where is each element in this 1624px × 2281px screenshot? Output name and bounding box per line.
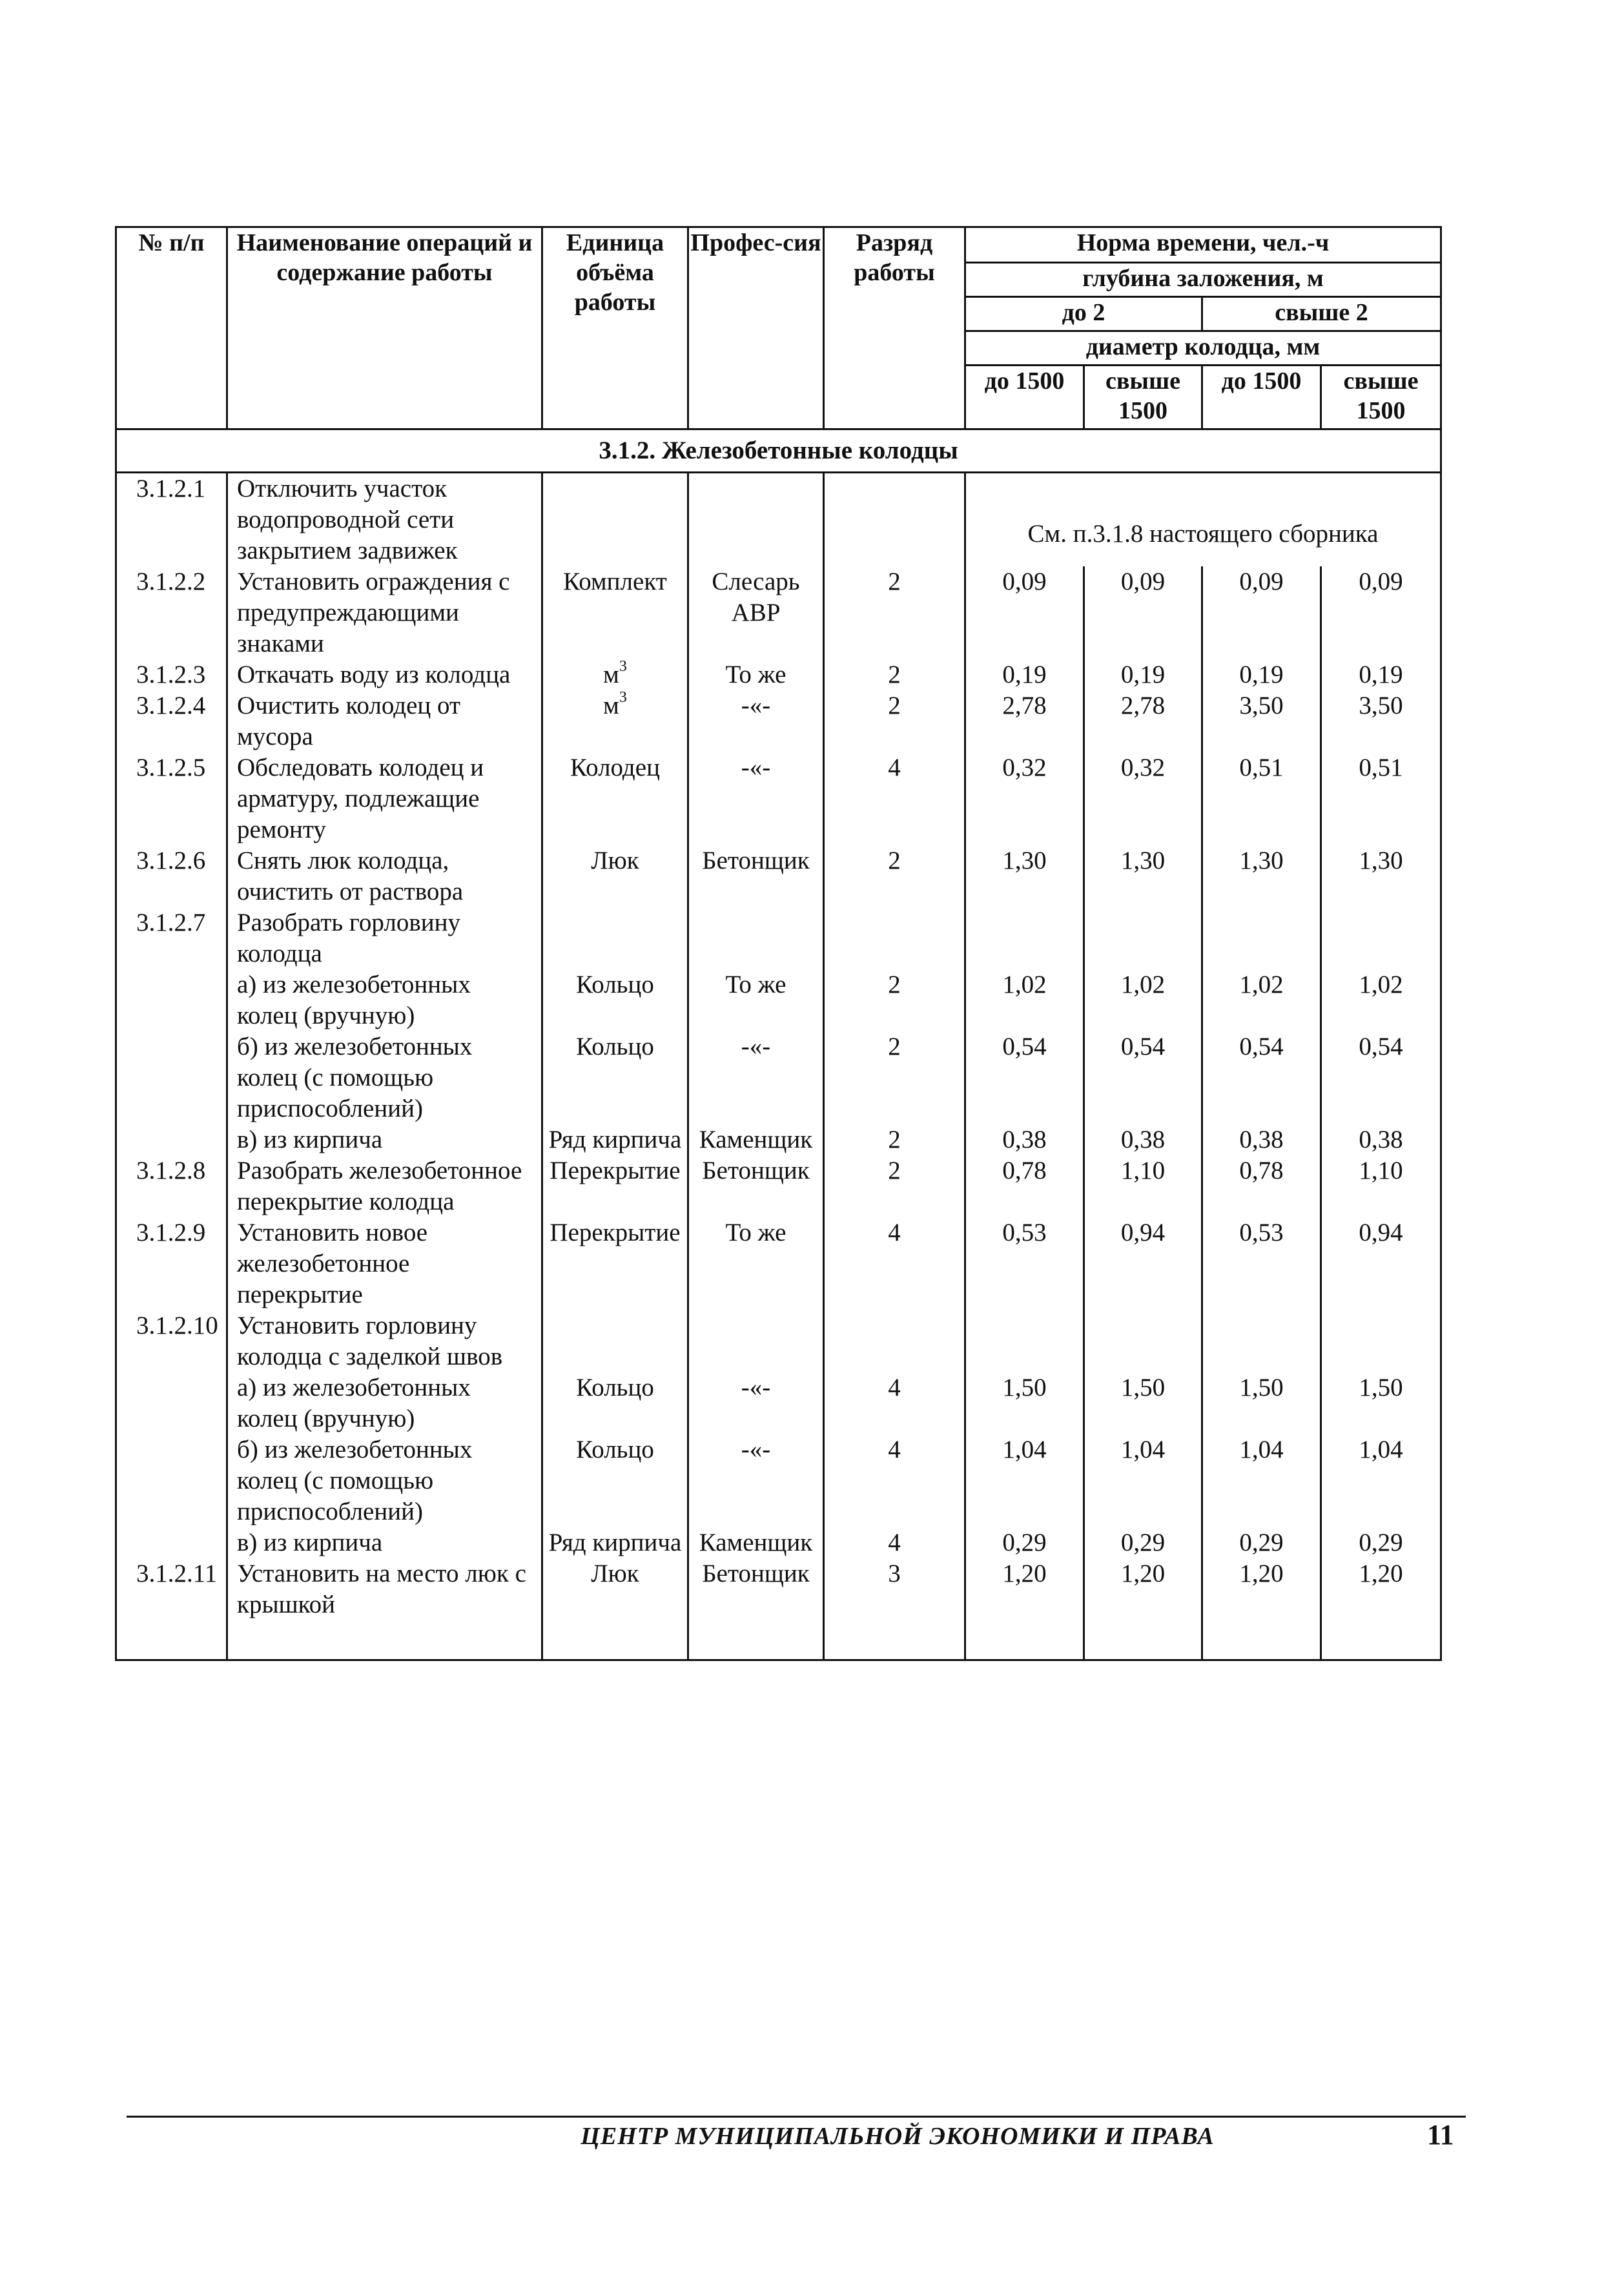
row-norm-d1: 1,20 <box>965 1558 1084 1660</box>
row-norm-d2: 1,02 <box>1084 969 1202 1031</box>
row-norm-d2: 0,09 <box>1084 566 1202 659</box>
row-unit <box>542 752 688 845</box>
row-operation-name: Обследовать колодец и арматуру, подлежащие ремонту <box>227 752 542 845</box>
row-number: 3.1.2.3 <box>116 659 227 690</box>
row-operation-name: б) из железобетонных колец (с помощью приспособлений) <box>227 1031 542 1124</box>
row-norm-d1: 0,78 <box>965 1155 1084 1217</box>
row-profession: То же <box>688 969 824 1031</box>
row-unit <box>542 1310 688 1372</box>
row-profession: -«- <box>688 1372 824 1434</box>
row-norm-d3: 1,20 <box>1202 1558 1321 1660</box>
row-number: 3.1.2.10 <box>116 1310 227 1372</box>
table-row <box>116 1372 1441 1434</box>
row-unit-text: Люк <box>591 1560 639 1587</box>
row-norm-d3: 0,19 <box>1202 659 1321 690</box>
row-number <box>116 1527 227 1558</box>
row-norm-d1: 2,78 <box>965 690 1084 752</box>
table-row <box>116 907 1441 969</box>
row-norm-d2 <box>1084 1310 1202 1372</box>
table-row <box>116 566 1441 659</box>
row-norm-d1: 0,29 <box>965 1527 1084 1558</box>
row-unit <box>542 1124 688 1155</box>
row-norm-d4: 1,04 <box>1321 1434 1441 1527</box>
row-norm-d4: 0,29 <box>1321 1527 1441 1558</box>
row-number <box>116 1031 227 1124</box>
row-profession: Бетонщик <box>688 1155 824 1217</box>
row-unit <box>542 1372 688 1434</box>
header-name: Наименование операций и содержание работы <box>227 227 542 429</box>
row-operation-name: Разобрать горловину колодца <box>227 907 542 969</box>
header-unit: Единица объёма работы <box>542 227 688 429</box>
row-unit <box>542 969 688 1031</box>
labor-norms-table <box>115 226 1442 1661</box>
row-norm-d3: 0,38 <box>1202 1124 1321 1155</box>
row-norm-d4: 0,19 <box>1321 659 1441 690</box>
header-d2: свыше 1500 <box>1084 366 1202 429</box>
header-diameter: диаметр колодца, мм <box>965 331 1441 366</box>
row-profession: Слесарь АВР <box>688 566 824 659</box>
table-row <box>116 969 1441 1031</box>
header-d4: свыше 1500 <box>1321 366 1441 429</box>
row-reference-note: См. п.3.1.8 настоящего сборника <box>965 473 1441 567</box>
row-profession: Каменщик <box>688 1527 824 1558</box>
row-unit-text: Ряд кирпича <box>548 1529 682 1556</box>
row-unit-text: Комплект <box>563 568 667 595</box>
row-norm-d2: 0,32 <box>1084 752 1202 845</box>
table-row <box>116 1434 1441 1527</box>
row-unit-text: Кольцо <box>576 1374 654 1401</box>
row-norm-d3 <box>1202 907 1321 969</box>
header-depth-upto: до 2 <box>965 297 1202 331</box>
row-unit <box>542 1031 688 1124</box>
row-number: 3.1.2.8 <box>116 1155 227 1217</box>
table-row <box>116 1155 1441 1217</box>
row-norm-d2: 0,29 <box>1084 1527 1202 1558</box>
row-norm-d3: 1,50 <box>1202 1372 1321 1434</box>
row-number: 3.1.2.5 <box>116 752 227 845</box>
row-unit-text: Люк <box>591 847 639 874</box>
row-norm-d4 <box>1321 1310 1441 1372</box>
row-profession: То же <box>688 659 824 690</box>
row-norm-d2: 0,54 <box>1084 1031 1202 1124</box>
row-operation-name: Очистить колодец от мусора <box>227 690 542 752</box>
row-unit <box>542 659 688 690</box>
row-norm-d1: 1,50 <box>965 1372 1084 1434</box>
row-norm-d4: 0,38 <box>1321 1124 1441 1155</box>
row-norm-d2: 0,38 <box>1084 1124 1202 1155</box>
row-norm-d4: 0,09 <box>1321 566 1441 659</box>
table-row <box>116 1124 1441 1155</box>
row-norm-d2: 2,78 <box>1084 690 1202 752</box>
row-unit <box>542 907 688 969</box>
row-norm-d1 <box>965 1310 1084 1372</box>
row-grade: 4 <box>824 1372 965 1434</box>
row-profession <box>688 473 824 567</box>
header-depth-over: свыше 2 <box>1202 297 1441 331</box>
row-unit-superscript: 3 <box>619 658 627 675</box>
row-number: 3.1.2.7 <box>116 907 227 969</box>
row-operation-name: в) из кирпича <box>227 1124 542 1155</box>
row-number <box>116 1434 227 1527</box>
row-operation-name: Разобрать железобетонное перекрытие колодца <box>227 1155 542 1217</box>
footer-org-name: ЦЕНТР МУНИЦИПАЛЬНОЙ ЭКОНОМИКИ И ПРАВА <box>581 2123 1215 2150</box>
row-operation-name: Установить на место люк с крышкой <box>227 1558 542 1660</box>
table-row <box>116 1031 1441 1124</box>
table-row <box>116 752 1441 845</box>
row-norm-d3: 0,29 <box>1202 1527 1321 1558</box>
row-number: 3.1.2.2 <box>116 566 227 659</box>
row-norm-d1: 0,32 <box>965 752 1084 845</box>
header-grade: Разряд работы <box>824 227 965 429</box>
row-norm-d2: 1,04 <box>1084 1434 1202 1527</box>
row-operation-name: а) из железобетонных колец (вручную) <box>227 1372 542 1434</box>
row-operation-name: Установить горловину колодца с заделкой швов <box>227 1310 542 1372</box>
row-unit <box>542 1527 688 1558</box>
table-row <box>116 690 1441 752</box>
row-grade: 4 <box>824 1434 965 1527</box>
row-norm-d1 <box>965 907 1084 969</box>
row-number <box>116 1124 227 1155</box>
row-norm-d4: 0,51 <box>1321 752 1441 845</box>
row-grade: 2 <box>824 690 965 752</box>
row-grade: 4 <box>824 752 965 845</box>
row-grade <box>824 473 965 567</box>
row-unit <box>542 1434 688 1527</box>
row-unit-text: Перекрытие <box>550 1157 681 1184</box>
row-norm-d4: 0,94 <box>1321 1217 1441 1310</box>
row-norm-d1: 0,53 <box>965 1217 1084 1310</box>
row-number <box>116 1372 227 1434</box>
row-unit <box>542 690 688 752</box>
row-norm-d2 <box>1084 907 1202 969</box>
row-norm-d1: 0,09 <box>965 566 1084 659</box>
row-number: 3.1.2.11 <box>116 1558 227 1660</box>
row-norm-d3: 0,09 <box>1202 566 1321 659</box>
row-grade: 2 <box>824 1124 965 1155</box>
row-norm-d4: 1,02 <box>1321 969 1441 1031</box>
footer-divider <box>127 2116 1466 2118</box>
row-norm-d4: 1,30 <box>1321 845 1441 907</box>
table-row <box>116 1217 1441 1310</box>
row-unit-text: м <box>603 692 619 719</box>
row-unit-text: Колодец <box>570 754 660 781</box>
row-unit-superscript: 3 <box>619 689 627 706</box>
row-number: 3.1.2.4 <box>116 690 227 752</box>
row-norm-d2: 1,10 <box>1084 1155 1202 1217</box>
row-profession <box>688 1310 824 1372</box>
row-unit <box>542 845 688 907</box>
row-grade: 4 <box>824 1217 965 1310</box>
table-row <box>116 1527 1441 1558</box>
row-operation-name: а) из железобетонных колец (вручную) <box>227 969 542 1031</box>
row-operation-name: Снять люк колодца, очистить от раствора <box>227 845 542 907</box>
table-row <box>116 1310 1441 1372</box>
row-operation-name: Установить новое железобетонное перекрытие <box>227 1217 542 1310</box>
row-norm-d3: 1,02 <box>1202 969 1321 1031</box>
row-norm-d2: 0,94 <box>1084 1217 1202 1310</box>
row-profession: -«- <box>688 752 824 845</box>
row-profession: Бетонщик <box>688 845 824 907</box>
row-unit <box>542 566 688 659</box>
row-unit-text: Кольцо <box>576 1033 654 1060</box>
row-norm-d3: 3,50 <box>1202 690 1321 752</box>
row-norm-d3: 0,54 <box>1202 1031 1321 1124</box>
row-grade: 2 <box>824 845 965 907</box>
row-profession <box>688 907 824 969</box>
table-row <box>116 845 1441 907</box>
row-grade: 4 <box>824 1527 965 1558</box>
row-norm-d4 <box>1321 907 1441 969</box>
header-d3: до 1500 <box>1202 366 1321 429</box>
row-norm-d3: 0,53 <box>1202 1217 1321 1310</box>
row-number: 3.1.2.1 <box>116 473 227 567</box>
row-operation-name: Откачать воду из колодца <box>227 659 542 690</box>
row-operation-name: в) из кирпича <box>227 1527 542 1558</box>
row-operation-name: Отключить участок водопроводной сети закрытием задвижек <box>227 473 542 567</box>
row-grade: 2 <box>824 566 965 659</box>
row-norm-d4: 1,20 <box>1321 1558 1441 1660</box>
table-row <box>116 1558 1441 1660</box>
row-profession: Каменщик <box>688 1124 824 1155</box>
row-norm-d1: 1,30 <box>965 845 1084 907</box>
row-norm-d2: 1,20 <box>1084 1558 1202 1660</box>
row-unit-text: м <box>603 661 619 688</box>
row-unit <box>542 473 688 567</box>
row-grade: 2 <box>824 1155 965 1217</box>
header-profession: Профес-сия <box>688 227 824 429</box>
row-grade: 2 <box>824 969 965 1031</box>
row-unit-text: Ряд кирпича <box>548 1126 682 1153</box>
row-unit <box>542 1217 688 1310</box>
row-operation-name: б) из железобетонных колец (с помощью приспособлений) <box>227 1434 542 1527</box>
row-profession: -«- <box>688 690 824 752</box>
row-norm-d4: 3,50 <box>1321 690 1441 752</box>
row-profession: -«- <box>688 1434 824 1527</box>
row-norm-d3: 0,78 <box>1202 1155 1321 1217</box>
row-norm-d1: 0,19 <box>965 659 1084 690</box>
row-grade <box>824 1310 965 1372</box>
row-norm-d1: 0,54 <box>965 1031 1084 1124</box>
row-norm-d2: 1,50 <box>1084 1372 1202 1434</box>
row-norm-d2: 1,30 <box>1084 845 1202 907</box>
row-number <box>116 969 227 1031</box>
section-title: 3.1.2. Железобетонные колодцы <box>116 429 1441 473</box>
row-grade: 3 <box>824 1558 965 1660</box>
row-norm-d3: 1,04 <box>1202 1434 1321 1527</box>
header-time-norm: Норма времени, чел.-ч <box>965 227 1441 263</box>
table-row <box>116 659 1441 690</box>
row-grade: 2 <box>824 1031 965 1124</box>
header-depth: глубина заложения, м <box>965 263 1441 297</box>
row-norm-d4: 0,54 <box>1321 1031 1441 1124</box>
row-unit-text: Кольцо <box>576 971 654 998</box>
row-number: 3.1.2.9 <box>116 1217 227 1310</box>
row-unit-text: Перекрытие <box>550 1219 681 1246</box>
row-norm-d3: 0,51 <box>1202 752 1321 845</box>
header-num: № п/п <box>116 227 227 429</box>
row-norm-d1: 0,38 <box>965 1124 1084 1155</box>
header-d1: до 1500 <box>965 366 1084 429</box>
row-grade <box>824 907 965 969</box>
page-number: 11 <box>1427 2119 1454 2151</box>
row-number: 3.1.2.6 <box>116 845 227 907</box>
row-norm-d2: 0,19 <box>1084 659 1202 690</box>
row-grade: 2 <box>824 659 965 690</box>
row-norm-d1: 1,04 <box>965 1434 1084 1527</box>
row-profession: То же <box>688 1217 824 1310</box>
row-operation-name: Установить ограждения с предупреждающими знаками <box>227 566 542 659</box>
row-profession: -«- <box>688 1031 824 1124</box>
row-norm-d3 <box>1202 1310 1321 1372</box>
row-unit-text: Кольцо <box>576 1436 654 1463</box>
row-unit <box>542 1558 688 1660</box>
row-unit <box>542 1155 688 1217</box>
row-norm-d3: 1,30 <box>1202 845 1321 907</box>
row-profession: Бетонщик <box>688 1558 824 1660</box>
row-norm-d1: 1,02 <box>965 969 1084 1031</box>
row-norm-d4: 1,50 <box>1321 1372 1441 1434</box>
table-row <box>116 473 1441 567</box>
row-norm-d4: 1,10 <box>1321 1155 1441 1217</box>
